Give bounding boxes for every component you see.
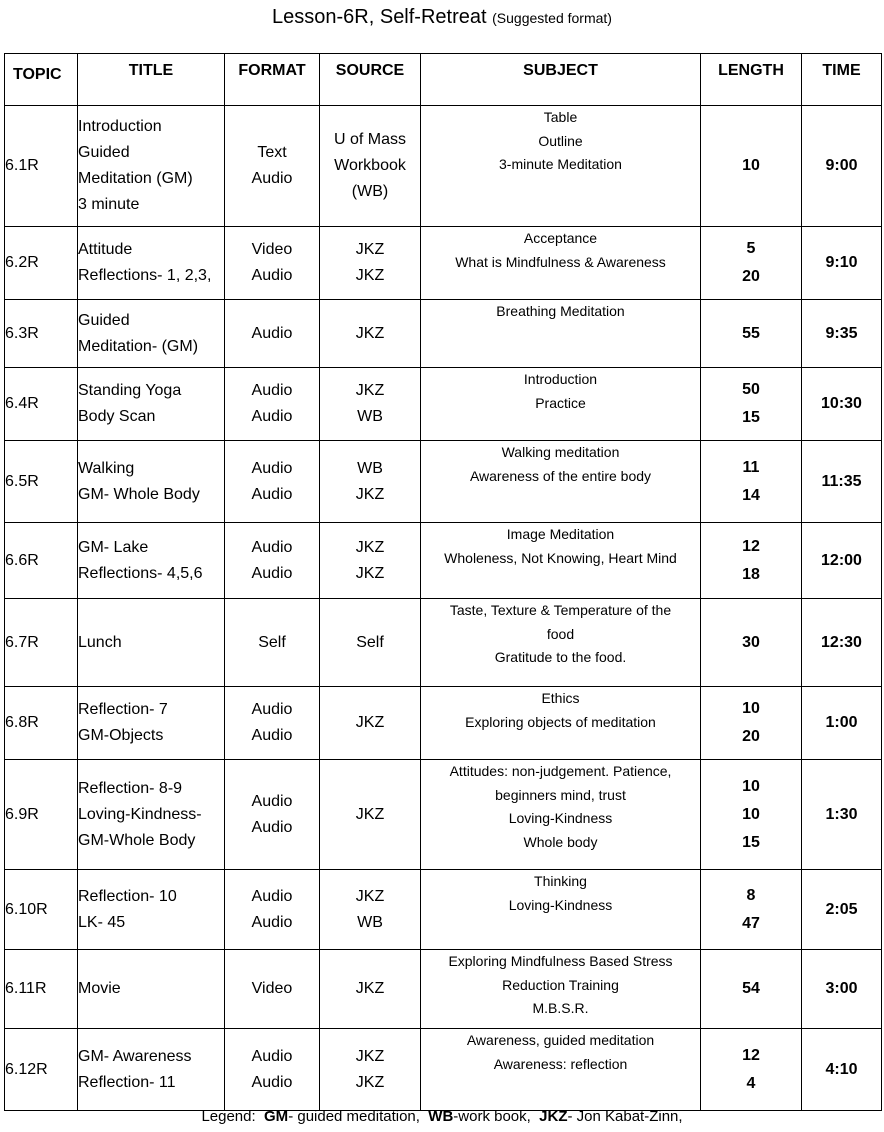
length-cell [701,599,802,687]
cell-line: 55 [742,324,760,342]
time-cell: 9:00 [802,106,882,227]
table-row [5,227,882,300]
cell-line: GM-Objects [78,727,164,744]
length-cell [701,950,802,1029]
cell-line: Outline [538,132,583,149]
table-row [5,687,882,760]
length-cell [701,441,802,523]
cell-line: M.B.S.R. [532,1000,589,1016]
cell-line: Audio [251,408,293,425]
cell-line: Awareness: reflection [493,1055,628,1072]
cell-line: Reflection- 10 [78,887,177,905]
source-cell [320,441,421,523]
topic-cell: 6.5R [5,441,78,523]
cell-line: 20 [742,728,760,745]
title-cell [78,1029,225,1111]
cell-line: Self [258,633,286,651]
topic-cell: 6.11R [5,950,78,1029]
source-cell [320,106,421,227]
cell-line: Lunch [78,633,122,651]
cell-line: 30 [742,633,760,651]
cell-line: 10 [742,805,760,823]
time-cell: 12:00 [802,523,882,599]
cell-line: JKZ [355,564,385,582]
title-cell [78,300,225,368]
length-cell [701,300,802,368]
header-topic: TOPIC [5,54,78,106]
cell-line: JKZ [355,887,385,905]
cell-line: Ethics [541,690,580,706]
cell-line: Guided [78,144,130,161]
title-cell [78,870,225,950]
cell-line: Walking [78,459,135,477]
table-row [5,300,882,368]
cell-line: Video [251,980,293,997]
cell-line: Audio [251,727,293,744]
cell-line: food [546,625,575,642]
table-row [5,760,882,870]
source-cell [320,523,421,599]
topic-cell: 6.2R [5,227,78,300]
source-cell [320,599,421,687]
cell-line: 14 [742,486,760,504]
cell-line: Audio [251,913,293,931]
table-row [5,599,882,687]
cell-line: 15 [742,833,760,851]
schedule-body [5,106,882,1111]
title-subtitle: (Suggested format) [492,10,612,26]
cell-line: Audio [251,792,293,810]
length-cell [701,227,802,300]
cell-line: Audio [251,324,293,342]
subject-cell [421,523,701,599]
cell-line: Acceptance [523,230,598,246]
cell-line: Whole body [523,833,598,850]
format-cell [225,523,320,599]
time-cell: 1:30 [802,760,882,870]
title-cell [78,106,225,227]
table-row [5,523,882,599]
cell-line: Self [356,633,384,651]
cell-line: Loving-Kindness- [78,805,202,823]
cell-line: Audio [251,485,293,503]
cell-line: Text [257,144,287,161]
cell-line: WB [357,459,383,477]
cell-line: Audio [251,887,293,905]
cell-line: Audio [251,267,293,284]
title-cell [78,368,225,441]
cell-line: JKZ [355,241,385,258]
time-cell: 3:00 [802,950,882,1029]
subject-cell [421,106,701,227]
cell-line: Audio [251,818,293,836]
source-cell [320,300,421,368]
cell-line: 10 [742,157,760,174]
table-row [5,950,882,1029]
title-cell [78,599,225,687]
cell-line: Awareness, guided meditation [466,1032,655,1048]
cell-line: Thinking [534,873,587,889]
cell-line: JKZ [355,714,385,731]
time-cell: 9:10 [802,227,882,300]
cell-line: Body Scan [78,408,156,425]
table-row [5,1029,882,1111]
header-length: LENGTH [701,54,802,106]
cell-line: JKZ [355,538,385,556]
cell-line: JKZ [355,1047,385,1065]
cell-line: Breathing Meditation [496,303,625,319]
header-time: TIME [802,54,882,106]
length-cell [701,687,802,760]
cell-line: Practice [535,394,586,411]
cell-line: Introduction [523,371,598,387]
format-cell [225,441,320,523]
header-source: SOURCE [320,54,421,106]
subject-cell [421,870,701,950]
format-cell [225,227,320,300]
topic-cell: 6.6R [5,523,78,599]
cell-line: Audio [251,1073,293,1091]
cell-line: 50 [742,381,760,398]
cell-line: 10 [742,777,760,795]
format-cell [225,950,320,1029]
cell-line: What is Mindfulness & Awareness [455,253,666,270]
source-cell [320,760,421,870]
table-row [5,441,882,523]
subject-cell [421,950,701,1029]
table-row [5,870,882,950]
cell-line: JKZ [355,805,385,823]
cell-line: 3-minute Meditation [499,156,622,172]
length-cell [701,106,802,227]
cell-line: GM- Whole Body [78,485,200,503]
cell-line: 18 [742,565,760,583]
format-cell [225,106,320,227]
cell-line: 8 [746,886,756,904]
cell-line: Gratitude to the food. [494,649,627,665]
length-cell [701,523,802,599]
topic-cell: 6.4R [5,368,78,441]
cell-line: JKZ [355,1073,385,1091]
source-cell [320,950,421,1029]
header-row [5,54,882,106]
cell-line: GM-Whole Body [78,831,196,849]
cell-line: 20 [742,268,760,285]
title-cell [78,687,225,760]
title-cell [78,441,225,523]
legend-item-gm: GM- guided meditation, [264,1108,420,1125]
subject-cell [421,300,701,368]
cell-line: Audio [251,382,293,399]
cell-line: WB [357,408,383,425]
cell-line: JKZ [355,382,385,399]
time-cell: 11:35 [802,441,882,523]
cell-line: Loving-Kindness [508,810,613,826]
cell-line: 10 [742,700,760,717]
cell-line: Reflection- 7 [78,701,168,718]
cell-line: Reflection- 11 [78,1073,176,1091]
cell-line: Workbook [334,157,406,174]
time-cell: 10:30 [802,368,882,441]
cell-line: GM- Awareness [78,1047,192,1065]
topic-cell: 6.7R [5,599,78,687]
cell-line: GM- Lake [78,538,149,556]
title-cell [78,950,225,1029]
title-cell [78,760,225,870]
subject-cell [421,599,701,687]
source-cell [320,870,421,950]
cell-line: Introduction [78,118,162,135]
cell-line: Audio [251,564,293,582]
cell-line: JKZ [355,267,385,284]
cell-line: Guided [78,311,130,329]
cell-line: Taste, Texture & Temperature of the [449,602,672,618]
format-cell [225,368,320,441]
cell-line: Reflections- 1, 2,3, [78,267,212,284]
legend-item-wb: WB-work book, [428,1108,531,1125]
cell-line: Attitude [78,241,133,258]
subject-cell [421,1029,701,1111]
cell-line: Image Meditation [506,526,615,542]
cell-line: Meditation (GM) [78,170,193,187]
cell-line: Audio [251,1047,293,1065]
cell-line: 3 minute [78,196,140,213]
cell-line: 15 [742,409,760,426]
source-cell [320,687,421,760]
cell-line: 54 [742,980,760,997]
header-format: FORMAT [225,54,320,106]
cell-line: Exploring objects of meditation [465,713,656,730]
cell-line: Standing Yoga [78,382,182,399]
subject-cell [421,441,701,523]
cell-line: Movie [78,980,121,997]
legend [0,1108,884,1125]
format-cell [225,687,320,760]
topic-cell: 6.8R [5,687,78,760]
table-row [5,368,882,441]
schedule-table [4,53,882,1111]
length-cell [701,870,802,950]
cell-line: 12 [742,537,760,555]
table-row [5,106,882,227]
cell-line: Audio [251,538,293,556]
format-cell [225,300,320,368]
cell-line: Attitudes: non-judgement. Patience, [449,763,672,779]
cell-line: 5 [746,240,756,257]
cell-line: Reduction Training [502,976,619,993]
subject-cell [421,760,701,870]
cell-line: Audio [251,170,293,187]
cell-line: 12 [742,1046,760,1064]
cell-line: Audio [251,701,293,718]
format-cell [225,599,320,687]
title-cell [78,523,225,599]
cell-line: (WB) [351,183,389,200]
header-subject: SUBJECT [421,54,701,106]
cell-line: JKZ [355,980,385,997]
cell-line: Meditation- (GM) [78,337,199,355]
source-cell [320,368,421,441]
cell-line: 4 [746,1074,756,1092]
time-cell: 2:05 [802,870,882,950]
document-title [0,6,884,29]
title-text: Lesson-6R, Self-Retreat [272,6,487,28]
cell-line: JKZ [355,485,385,503]
subject-cell [421,227,701,300]
legend-label: Legend: [201,1108,256,1125]
topic-cell: 6.12R [5,1029,78,1111]
cell-line: LK- 45 [78,913,126,931]
topic-cell: 6.3R [5,300,78,368]
header-title: TITLE [78,54,225,106]
length-cell [701,760,802,870]
topic-cell: 6.1R [5,106,78,227]
time-cell: 9:35 [802,300,882,368]
cell-line: Reflections- 4,5,6 [78,564,203,582]
topic-cell: 6.9R [5,760,78,870]
format-cell [225,1029,320,1111]
length-cell [701,368,802,441]
source-cell [320,227,421,300]
time-cell: 1:00 [802,687,882,760]
cell-line: 47 [742,914,760,932]
length-cell [701,1029,802,1111]
cell-line: Audio [251,459,293,477]
cell-line: Exploring Mindfulness Based Stress [448,953,673,969]
cell-line: Awareness of the entire body [469,467,652,484]
legend-item-jkz: JKZ- Jon Kabat-Zinn, [539,1108,683,1125]
format-cell [225,760,320,870]
cell-line: Reflection- 8-9 [78,779,183,797]
cell-line: WB [357,913,383,931]
subject-cell [421,687,701,760]
subject-cell [421,368,701,441]
source-cell [320,1029,421,1111]
cell-line: Video [251,241,293,258]
cell-line: 11 [742,458,760,476]
topic-cell: 6.10R [5,870,78,950]
cell-line: JKZ [355,324,385,342]
time-cell: 12:30 [802,599,882,687]
cell-line: beginners mind, trust [495,786,626,803]
cell-line: Loving-Kindness [508,896,613,913]
format-cell [225,870,320,950]
time-cell: 4:10 [802,1029,882,1111]
cell-line: Wholeness, Not Knowing, Heart Mind [444,549,677,566]
title-cell [78,227,225,300]
cell-line: Walking meditation [501,444,620,460]
cell-line: U of Mass [333,131,406,148]
cell-line: Table [543,109,578,125]
